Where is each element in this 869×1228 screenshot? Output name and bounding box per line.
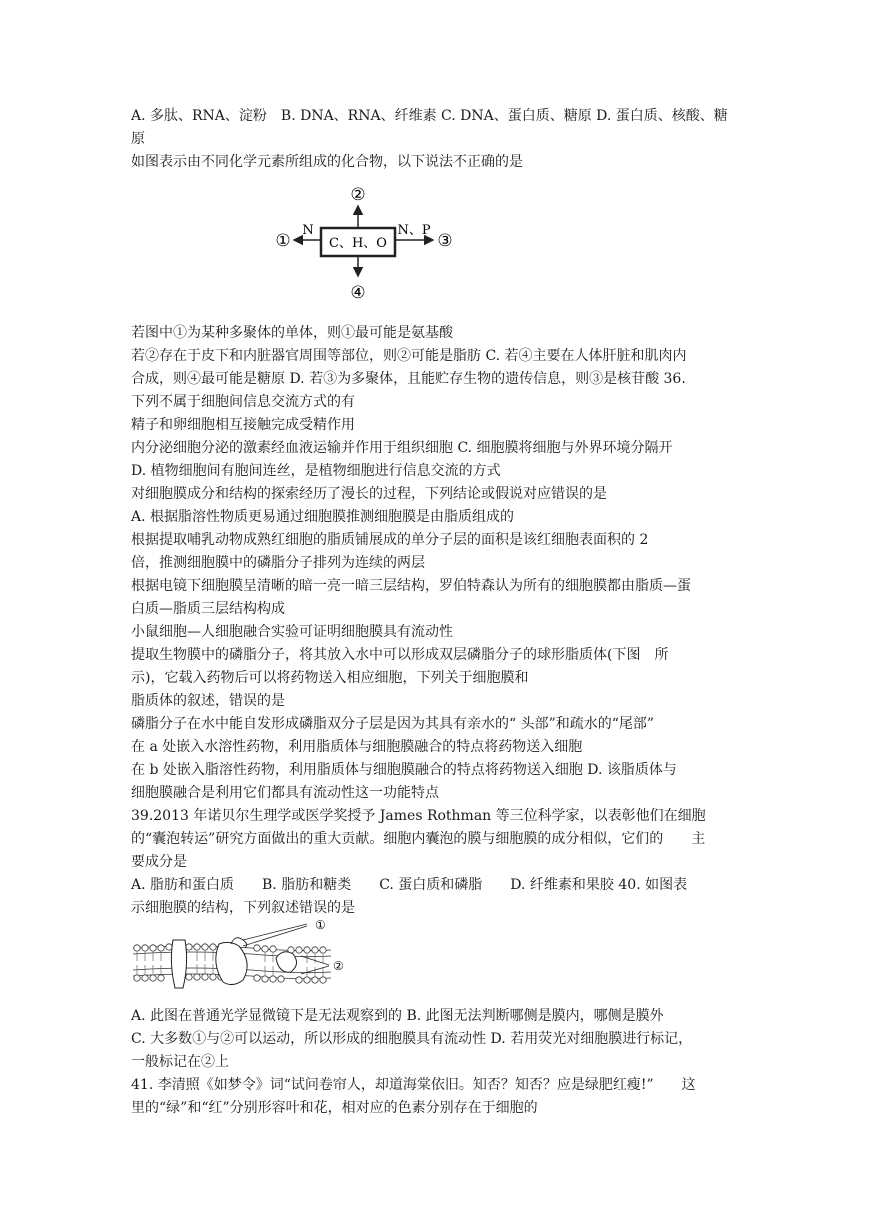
label-2: ② (333, 959, 344, 973)
text-line: A. 多肽、RNA、淀粉 B. DNA、RNA、纤维素 C. DNA、蛋白质、糖原 D. 蛋白质、核酸、糖 (131, 108, 728, 124)
text-line: 精子和卵细胞相互接触完成受精作用 (131, 417, 355, 433)
text-line: 下列不属于细胞间信息交流方式的有 (131, 394, 355, 410)
text-line: 里的“绿”和“红”分别形容叶和花，相对应的色素分别存在于细胞的 (131, 1100, 538, 1116)
text-line: 如图表示由不同化学元素所组成的化合物，以下说法不正确的是 (131, 154, 523, 170)
text-line: 倍，推测细胞膜中的磷脂分子排列为连续的两层 (131, 555, 425, 571)
text-line: 示细胞膜的结构，下列叙述错误的是 (131, 900, 355, 916)
protein-3 (276, 952, 297, 972)
node-3: ③ (437, 231, 453, 251)
text-line: 磷脂分子在水中能自发形成磷脂双分子层是因为其具有亲水的“ 头部”和疏水的“尾部” (131, 716, 655, 732)
pointer-line-1b (243, 926, 307, 946)
pointer-line-1 (243, 924, 307, 940)
text-line: 示)，它载入药物后可以将药物送入相应细胞，下列关于细胞膜和 (131, 670, 529, 686)
text-line: A. 根据脂溶性物质更易通过细胞膜推测细胞膜是由脂质组成的 (131, 509, 515, 525)
text-line: 在 a 处嵌入水溶性药物，利用脂质体与细胞膜融合的特点将药物送入细胞 (131, 739, 583, 755)
text-line: 若图中①为某种多聚体的单体，则①最可能是氨基酸 (131, 325, 453, 341)
text-line: A. 此图在普通光学显微镜下是无法观察到的 B. 此图无法判断哪侧是膜内，哪侧是膜外 (131, 1008, 664, 1024)
text-line: D. 植物细胞间有胞间连丝，是植物细胞进行信息交流的方式 (131, 463, 501, 479)
node-1: ① (275, 231, 291, 251)
right-arrow-label: N、P (397, 223, 431, 238)
text-line: 若②存在于皮下和内脏器官周围等部位，则②可能是脂肪 C. 若④主要在人体肝脏和肌肉内 (131, 348, 687, 364)
text-line: 一般标记在②上 (131, 1054, 229, 1070)
box-label: C、H、O (329, 236, 387, 251)
text-line: 合成，则④最可能是糖原 D. 若③为多聚体，且能贮存生物的遗传信息，则③是核苷酸 36. (131, 371, 686, 387)
node-2: ② (350, 185, 366, 205)
text-line: 内分泌细胞分泌的激素经血液运输并作用于组织细胞 C. 细胞膜将细胞与外界环境分隔开 (131, 440, 673, 456)
text-line: 根据提取哺乳动物成熟红细胞的脂质铺展成的单分子层的面积是该红细胞表面积的 2 (131, 532, 649, 548)
text-line: 脂质体的叙述，错误的是 (131, 693, 285, 709)
text-line: 在 b 处嵌入脂溶性药物，利用脂质体与细胞膜融合的特点将药物送入细胞 D. 该脂质体与 (131, 762, 677, 778)
text-line: 39.2013 年诺贝尔生理学或医学奖授予 James Rothman 等三位科学家，以表彰他们在细胞 (131, 808, 706, 824)
text-line: 的“囊泡转运”研究方面做出的重大贡献。细胞内囊泡的膜与细胞膜的成分相似，它们的 主 (131, 831, 706, 847)
text-line: 小鼠细胞—人细胞融合实验可证明细胞膜具有流动性 (131, 624, 453, 640)
text-line: 提取生物膜中的磷脂分子，将其放入水中可以形成双层磷脂分子的球形脂质体(下图 所 (131, 647, 669, 663)
left-arrow-label: N (302, 223, 314, 238)
node-4: ④ (350, 283, 366, 303)
label-1: ① (315, 918, 326, 932)
text-line: 对细胞膜成分和结构的探索经历了漫长的过程，下列结论或假说对应错误的是 (131, 486, 607, 502)
text-line: 41. 李清照《如梦令》词“试问卷帘人，却道海棠依旧。知否？知否？应是绿肥红瘦!” 这 (131, 1077, 696, 1093)
text-line: A. 脂肪和蛋白质 B. 脂肪和糖类 C. 蛋白质和磷脂 D. 纤维素和果胶 40. 如图表 (131, 877, 688, 893)
text-line: 要成分是 (131, 854, 187, 870)
protein-1 (171, 940, 186, 988)
text-line: 根据电镜下细胞膜呈清晰的暗一亮一暗三层结构，罗伯特森认为所有的细胞膜都由脂质—蛋 (131, 578, 691, 594)
text-line: C. 大多数①与②可以运动，所以形成的细胞膜具有流动性 D. 若用荧光对细胞膜进行标记， (131, 1031, 693, 1047)
cell-membrane-diagram (131, 918, 361, 996)
text-line: 细胞膜融合是利用它们都具有流动性这一功能特点 (131, 785, 439, 801)
text-line: 原 (131, 131, 145, 147)
protein-2 (216, 942, 247, 984)
element-composition-diagram (268, 181, 458, 303)
text-line: 白质—脂质三层结构构成 (131, 601, 285, 617)
